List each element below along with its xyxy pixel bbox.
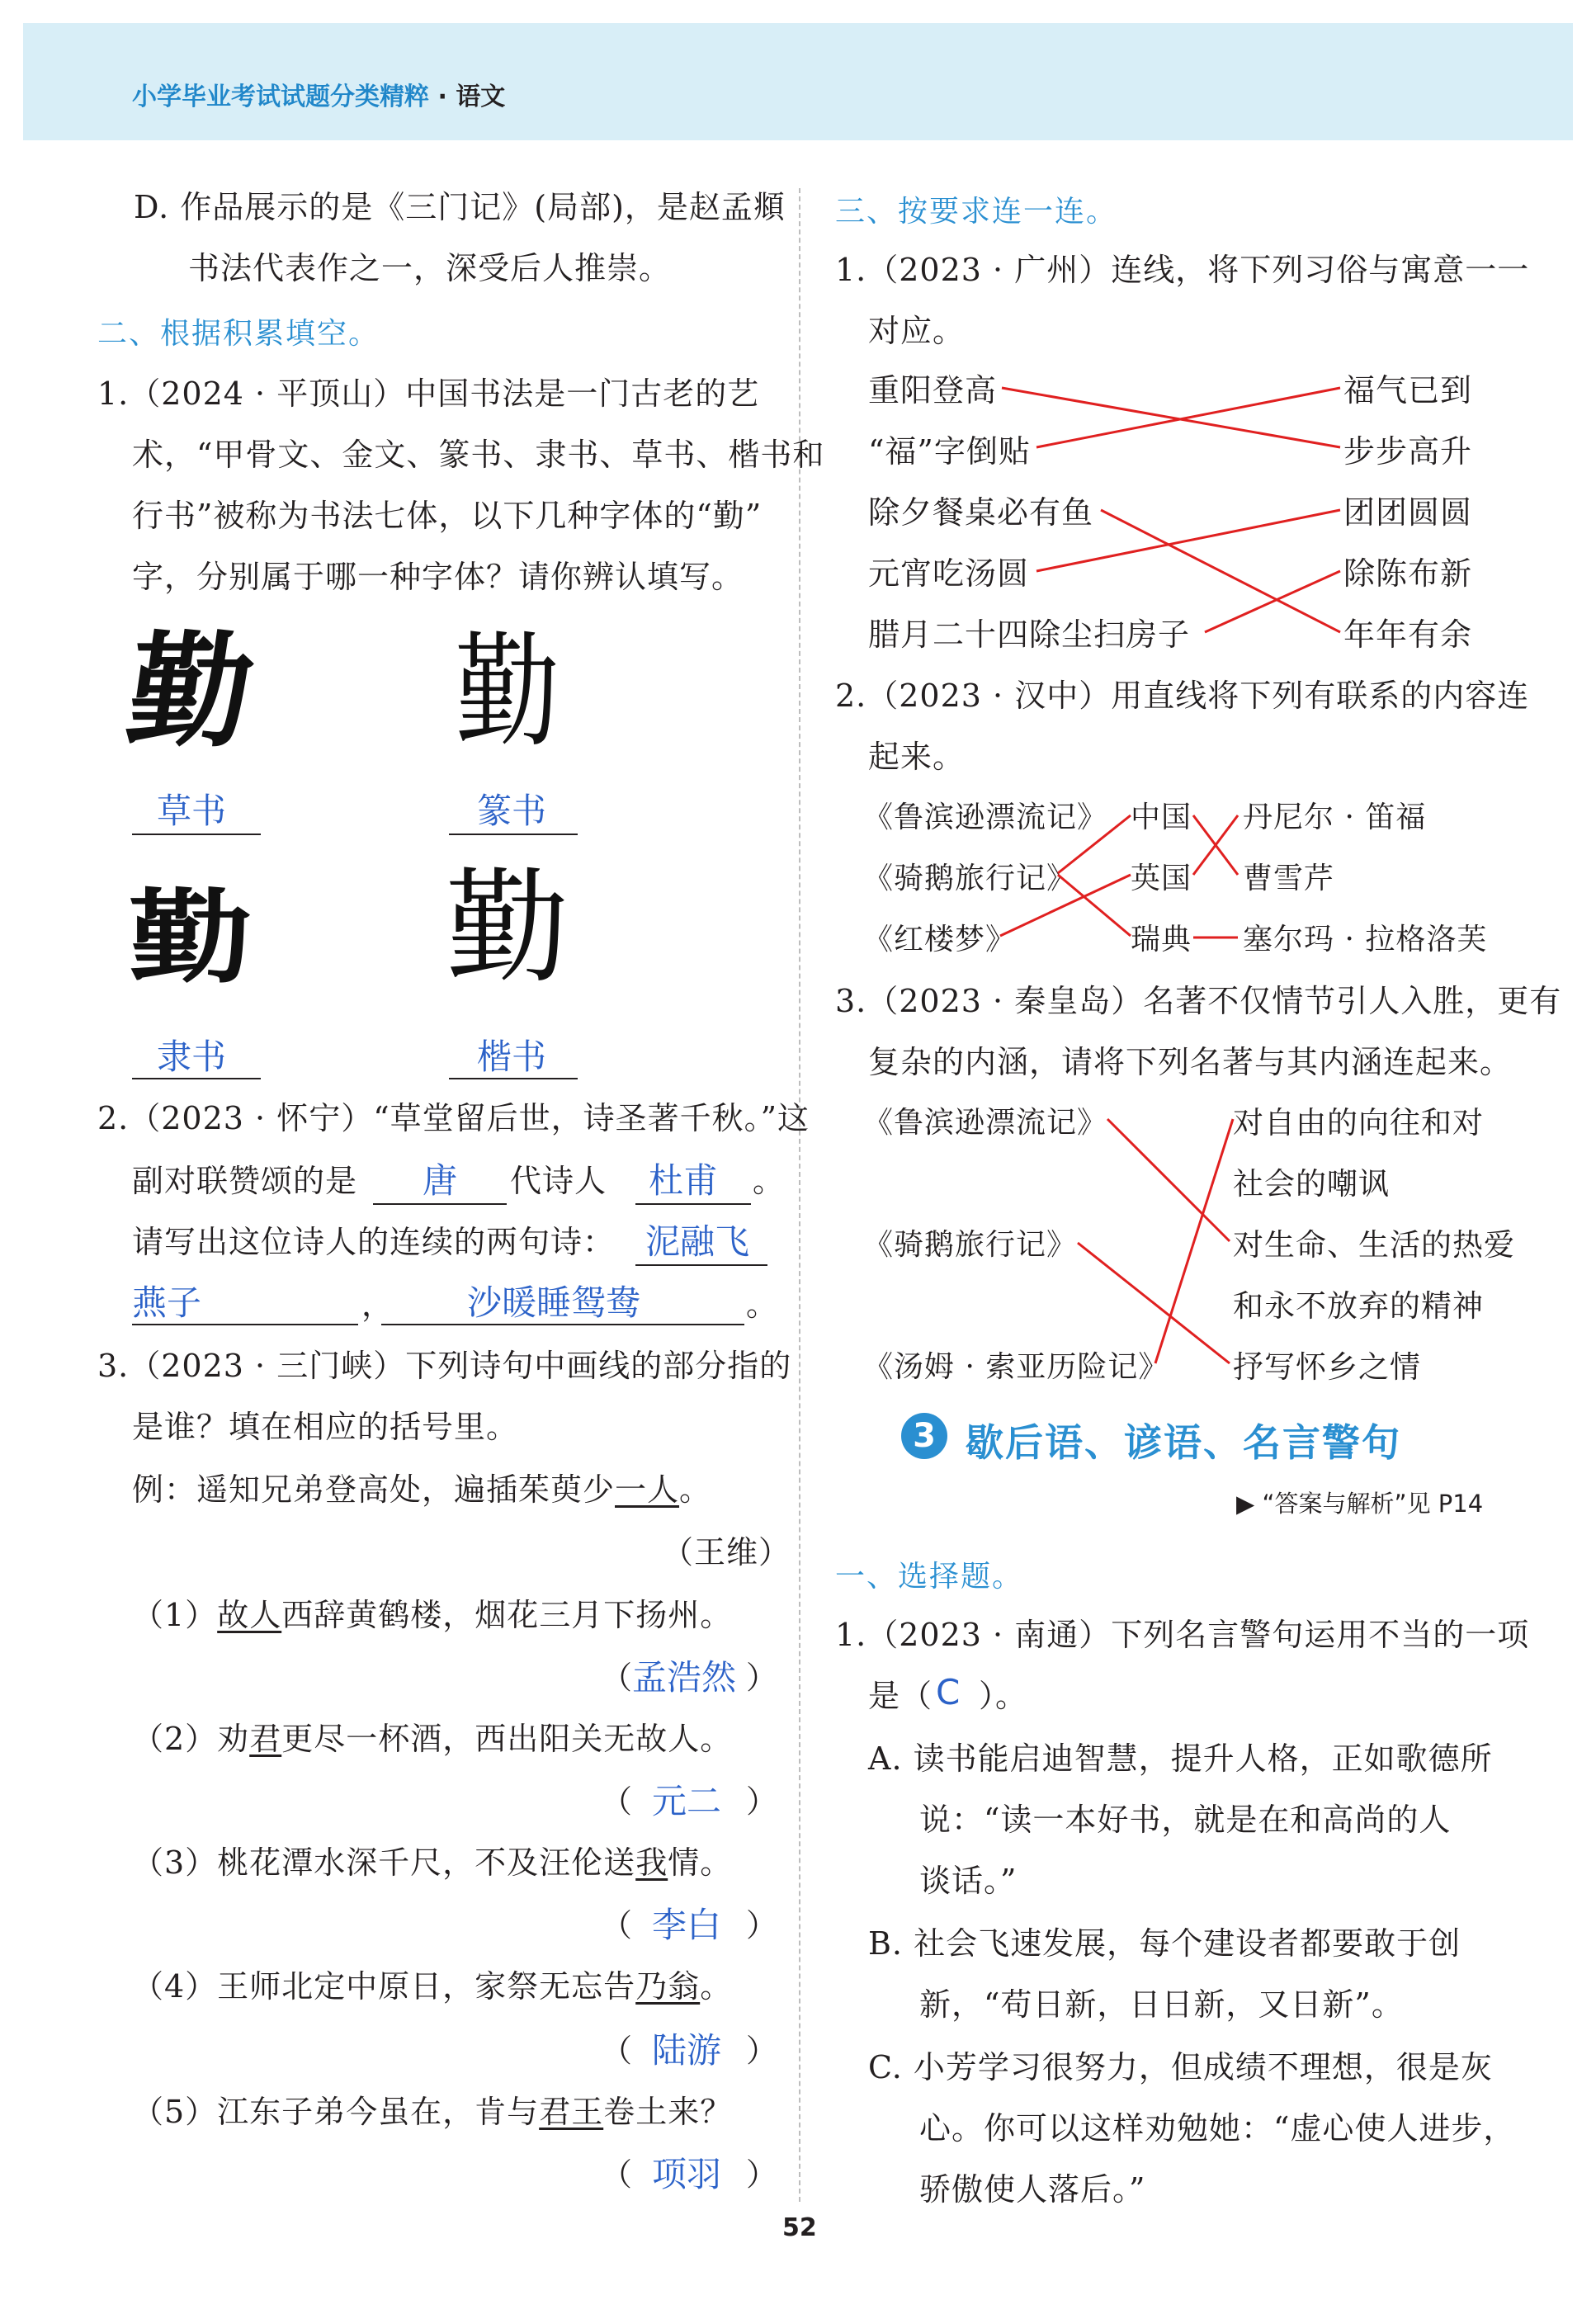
q3-paren-open-5: （: [601, 2156, 634, 2193]
q3-item-3: （3）桃花潭水深千尺，不及汪伦送我情。: [132, 1844, 733, 1881]
q3-item-4: （4）王师北定中原日，家祭无忘告乃翁。: [132, 1968, 733, 2005]
glyph-answer-2: 篆书: [477, 791, 547, 831]
m1-meaning-5: 年年有余: [1343, 616, 1473, 653]
section-number-badge: 3: [901, 1413, 947, 1459]
section-heading-1: 一、选择题。: [835, 1560, 1024, 1594]
q1-line2: 术，“甲骨文、金文、篆书、隶书、草书、楷书和: [132, 437, 825, 473]
m3-meaning-2a: 对生命、生活的热爱: [1233, 1227, 1515, 1263]
q3-example-answer: （王维）: [662, 1534, 791, 1570]
m2-author-3: 塞尔玛 · 拉格洛芙: [1243, 923, 1488, 956]
q3-answer-5: 项羽: [652, 2154, 722, 2194]
m2-book-2: 《骑鹅旅行记》: [863, 862, 1078, 895]
m1-line1: 1.（2023 · 广州）连线，将下列习俗与寓意一一: [835, 252, 1530, 288]
q3-line1: 3.（2023 · 三门峡）下列诗句中画线的部分指的: [97, 1348, 792, 1384]
m2-country-3: 瑞典: [1131, 923, 1192, 956]
m1-custom-1: 重阳登高: [868, 372, 998, 409]
q2-end: 。: [746, 1287, 779, 1323]
m2-book-1: 《鲁滨逊漂流记》: [863, 801, 1108, 834]
option-b-line2: 新，“苟日新，日日新，又日新”。: [919, 1986, 1404, 2023]
glyph-seal: 勤: [455, 621, 560, 764]
m1-meaning-2: 步步高升: [1343, 433, 1473, 470]
m3-book-3: 《汤姆 · 索亚历险记》: [863, 1350, 1169, 1384]
q1-line3: 行书”被称为书法七体，以下几种字体的“勤”: [132, 498, 763, 534]
q2-line2a: 副对联赞颂的是: [132, 1163, 358, 1199]
q2-answer-poem-b: 燕子: [132, 1282, 202, 1323]
q3-paren-open-4: （: [601, 2033, 634, 2069]
q3-example: 例：遥知兄弟登高处，遍插茱萸少一人。: [132, 1471, 712, 1508]
option-c-line3: 骄傲使人落后。”: [919, 2171, 1146, 2208]
section-title: 歇后语、谚语、名言警句: [966, 1420, 1401, 1465]
q2-answer-poem-a: 泥融飞: [645, 1221, 750, 1262]
q3-paren-close-2: ）: [746, 1783, 779, 1820]
glyph-cursive: 勤: [118, 621, 263, 764]
q2-answer-poet: 杜甫: [649, 1160, 719, 1201]
c1-answer: C: [936, 1672, 961, 1712]
q3-paren-open-2: （: [601, 1783, 634, 1820]
option-a-line1: A. 读书能启迪智慧，提升人格，正如歌德所: [868, 1740, 1493, 1777]
m2-author-2: 曹雪芹: [1243, 862, 1335, 895]
m2-author-1: 丹尼尔 · 笛福: [1243, 801, 1427, 834]
m3-meaning-1a: 对自由的向往和对: [1233, 1105, 1484, 1141]
m3-meaning-3: 抒写怀乡之情: [1233, 1349, 1421, 1385]
q3-item-2: （2）劝君更尽一杯酒，西出阳关无故人。: [132, 1721, 733, 1757]
q3-paren-close-3: ）: [746, 1907, 779, 1943]
q3-paren-close-1: ）: [746, 1660, 779, 1696]
option-a-line2: 说：“读一本好书，就是在和高尚的人: [919, 1802, 1452, 1838]
m1-custom-2: “福”字倒贴: [868, 433, 1031, 470]
q3-answer-1: 孟浩然: [632, 1657, 737, 1698]
q3-answer-4: 陆游: [652, 2030, 722, 2071]
m3-line2: 复杂的内涵，请将下列名著与其内涵连起来。: [868, 1044, 1513, 1080]
glyph-clerical: 勤: [129, 879, 253, 998]
option-d-line1: D. 作品展示的是《三门记》(局部)，是赵孟頫: [134, 189, 786, 225]
book-title: 小学毕业考试试题分类精粹 · 语文: [132, 83, 506, 111]
q3-paren-close-5: ）: [746, 2156, 779, 2193]
m2-country-1: 中国: [1131, 801, 1192, 834]
q3-item-5: （5）江东子弟今虽在，肯与君王卷土来？: [132, 2094, 733, 2130]
q1-line1: 1.（2024 · 平顶山）中国书法是一门古老的艺: [97, 375, 760, 412]
q3-paren-open-3: （: [601, 1907, 634, 1943]
m3-line1: 3.（2023 · 秦皇岛）名著不仅情节引人入胜，更有: [835, 983, 1562, 1019]
m2-line2: 起来。: [868, 739, 966, 775]
m1-line2: 对应。: [868, 313, 966, 349]
m2-line1: 2.（2023 · 汉中）用直线将下列有联系的内容连: [835, 678, 1530, 714]
option-a-line3: 谈话。”: [919, 1863, 1018, 1899]
c1-line2b: ）。: [979, 1678, 1028, 1714]
m1-custom-3: 除夕餐桌必有鱼: [868, 494, 1094, 531]
c1-line1: 1.（2023 · 南通）下列名言警句运用不当的一项: [835, 1617, 1530, 1653]
glyph-regular: 勤: [446, 857, 570, 1000]
m1-meaning-1: 福气已到: [1343, 372, 1473, 409]
page-number: 52: [782, 2213, 817, 2242]
section-heading-3: 三、按要求连一连。: [835, 195, 1118, 229]
q2-answer-poem-c: 沙暖睡鸳鸯: [467, 1282, 641, 1323]
m1-custom-5: 腊月二十四除尘扫房子: [868, 616, 1191, 653]
q3-answer-2: 元二: [652, 1781, 722, 1821]
m1-custom-4: 元宵吃汤圆: [868, 555, 1030, 592]
q2-line1: 2.（2023 · 怀宁）“草堂留后世，诗圣著千秋。”这: [97, 1100, 810, 1136]
q3-line2: 是谁？填在相应的括号里。: [132, 1409, 519, 1445]
m3-meaning-2b: 和永不放弃的精神: [1233, 1288, 1484, 1324]
m1-meaning-3: 团团圆圆: [1343, 494, 1473, 531]
section-heading-2: 二、根据积累填空。: [97, 317, 380, 351]
m2-country-2: 英国: [1131, 862, 1192, 895]
m3-book-2: 《骑鹅旅行记》: [863, 1228, 1078, 1262]
q3-item-1: （1）故人西辞黄鹤楼，烟花三月下扬州。: [132, 1597, 733, 1633]
option-b-line1: B. 社会飞速发展，每个建设者都要敢于创: [868, 1925, 1461, 1962]
m1-meaning-4: 除陈布新: [1343, 555, 1473, 592]
m3-book-1: 《鲁滨逊漂流记》: [863, 1106, 1108, 1140]
q1-line4: 字，分别属于哪一种字体？请你辨认填写。: [132, 559, 744, 595]
q3-paren-open-1: （: [601, 1660, 634, 1696]
q3-paren-close-4: ）: [746, 2033, 779, 2069]
q2-period: 。: [753, 1163, 786, 1199]
q2-line3: 请写出这位诗人的连续的两句诗：: [132, 1224, 616, 1260]
q2-answer-dynasty: 唐: [423, 1160, 458, 1201]
q3-answer-3: 李白: [652, 1905, 722, 1945]
q2-comma: ，: [361, 1287, 394, 1323]
option-c-line2: 心。你可以这样劝勉她：“虚心使人进步，: [919, 2110, 1516, 2147]
glyph-answer-3: 隶书: [157, 1037, 227, 1077]
option-d-line2: 书法代表作之一，深受后人推崇。: [188, 250, 672, 286]
c1-line2a: 是（: [868, 1678, 933, 1714]
glyph-answer-4: 楷书: [477, 1037, 547, 1077]
m2-book-3: 《红楼梦》: [863, 923, 1017, 956]
m3-meaning-1b: 社会的嘲讽: [1233, 1166, 1390, 1202]
option-c-line1: C. 小芳学习很努力，但成绩不理想，很是灰: [868, 2049, 1493, 2085]
glyph-answer-1: 草书: [157, 791, 227, 831]
q2-line2b: 代诗人: [510, 1163, 607, 1199]
answer-reference: ▶ “答案与解析”见 P14: [1236, 1490, 1484, 1518]
